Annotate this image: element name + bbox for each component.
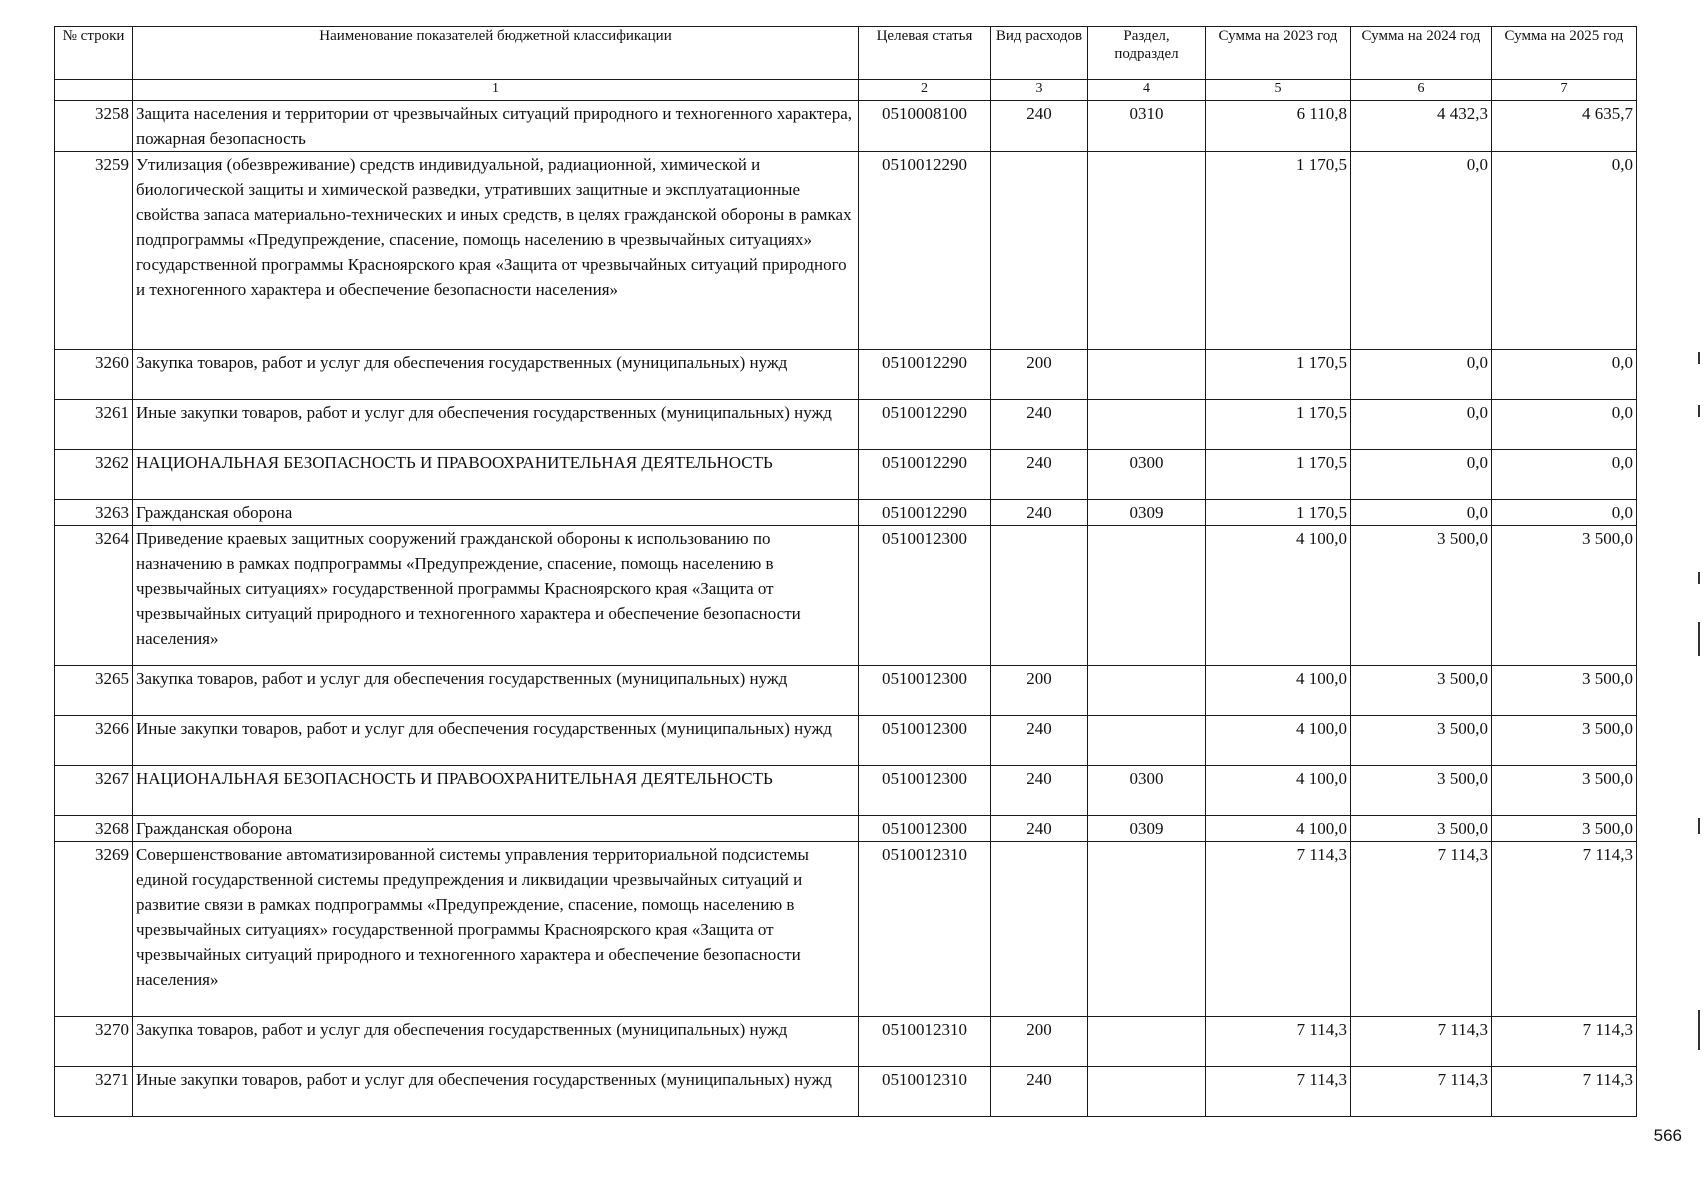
- sum-2023-cell: 6 110,8: [1206, 101, 1351, 152]
- row-number-cell: 3261: [55, 400, 133, 450]
- sum-2024-cell: 7 114,3: [1351, 1067, 1492, 1117]
- table-row: [55, 400, 1637, 450]
- column-number: 2: [859, 80, 991, 101]
- column-number: 7: [1492, 80, 1637, 101]
- name-cell: Совершенствование автоматизированной системы управления территориальной подсистемы единой государственной системы предупреждения и ликвидации чрезвычайных ситуаций и развитие связи в рамках подпрограммы «Предупреждение, спасение, помощь населению в чрезвычайных ситуациях» государственной программы Красноярского края «Защита от чрезвычайных ситуаций природного и техногенного характера и обеспечение безопасности населения»: [133, 842, 859, 1017]
- sum-2023-cell: 4 100,0: [1206, 716, 1351, 766]
- table-row: [55, 842, 1637, 1017]
- sum-2025-cell: 3 500,0: [1492, 716, 1637, 766]
- table-body: [55, 101, 1637, 1117]
- row-number-cell: 3269: [55, 842, 133, 1017]
- row-number-cell: 3265: [55, 666, 133, 716]
- sum-2024-cell: 7 114,3: [1351, 1017, 1492, 1067]
- name-cell: Гражданская оборона: [133, 816, 859, 842]
- expense-type-cell: [991, 526, 1088, 666]
- table-row: [55, 1017, 1637, 1067]
- sum-2025-cell: 0,0: [1492, 400, 1637, 450]
- target-article-cell: 0510012290: [859, 400, 991, 450]
- table-row: [55, 816, 1637, 842]
- table-row: [55, 1067, 1637, 1117]
- target-article-cell: 0510012290: [859, 152, 991, 350]
- name-cell: НАЦИОНАЛЬНАЯ БЕЗОПАСНОСТЬ И ПРАВООХРАНИТЕЛЬНАЯ ДЕЯТЕЛЬНОСТЬ: [133, 766, 859, 816]
- target-article-cell: 0510012310: [859, 1017, 991, 1067]
- column-number: 5: [1206, 80, 1351, 101]
- sum-2024-cell: 3 500,0: [1351, 526, 1492, 666]
- table-row: [55, 766, 1637, 816]
- sum-2023-cell: 7 114,3: [1206, 1017, 1351, 1067]
- sum-2023-cell: 4 100,0: [1206, 766, 1351, 816]
- section-cell: 0300: [1088, 766, 1206, 816]
- sum-2024-cell: 0,0: [1351, 500, 1492, 526]
- target-article-cell: 0510012300: [859, 816, 991, 842]
- sum-2025-cell: 0,0: [1492, 500, 1637, 526]
- budget-table: [54, 26, 1637, 1117]
- row-number-cell: 3259: [55, 152, 133, 350]
- sum-2023-cell: 4 100,0: [1206, 666, 1351, 716]
- target-article-cell: 0510012300: [859, 716, 991, 766]
- row-number-cell: 3271: [55, 1067, 133, 1117]
- scan-edge-mark: [1698, 405, 1700, 417]
- name-cell: Иные закупки товаров, работ и услуг для обеспечения государственных (муниципальных) нужд: [133, 1067, 859, 1117]
- sum-2024-cell: 0,0: [1351, 152, 1492, 350]
- target-article-cell: 0510012290: [859, 500, 991, 526]
- expense-type-cell: [991, 152, 1088, 350]
- expense-type-cell: 240: [991, 716, 1088, 766]
- expense-type-cell: 240: [991, 450, 1088, 500]
- sum-2024-cell: 0,0: [1351, 400, 1492, 450]
- header-razdel: Раздел, подраздел: [1088, 27, 1206, 80]
- column-number: 1: [133, 80, 859, 101]
- sum-2025-cell: 0,0: [1492, 152, 1637, 350]
- sum-2023-cell: 1 170,5: [1206, 350, 1351, 400]
- sum-2025-cell: 7 114,3: [1492, 1067, 1637, 1117]
- section-cell: [1088, 152, 1206, 350]
- table-row: [55, 500, 1637, 526]
- sum-2025-cell: 3 500,0: [1492, 766, 1637, 816]
- section-cell: [1088, 842, 1206, 1017]
- name-cell: Закупка товаров, работ и услуг для обеспечения государственных (муниципальных) нужд: [133, 666, 859, 716]
- sum-2024-cell: 3 500,0: [1351, 716, 1492, 766]
- row-number-cell: 3262: [55, 450, 133, 500]
- expense-type-cell: 200: [991, 666, 1088, 716]
- target-article-cell: 0510012310: [859, 1067, 991, 1117]
- row-number-cell: 3267: [55, 766, 133, 816]
- header-row-no: № строки: [55, 27, 133, 80]
- target-article-cell: 0510012300: [859, 526, 991, 666]
- table-row: [55, 350, 1637, 400]
- target-article-cell: 0510012310: [859, 842, 991, 1017]
- row-number-cell: 3270: [55, 1017, 133, 1067]
- expense-type-cell: 240: [991, 500, 1088, 526]
- sum-2024-cell: 3 500,0: [1351, 816, 1492, 842]
- header-sum-2024: Сумма на 2024 год: [1351, 27, 1492, 80]
- sum-2023-cell: 7 114,3: [1206, 1067, 1351, 1117]
- sum-2023-cell: 1 170,5: [1206, 500, 1351, 526]
- sum-2023-cell: 1 170,5: [1206, 400, 1351, 450]
- sum-2024-cell: 0,0: [1351, 450, 1492, 500]
- row-number-cell: 3268: [55, 816, 133, 842]
- name-cell: Утилизация (обезвреживание) средств индивидуальной, радиационной, химической и биологической защиты и химической разведки, утративших защитные и эксплуатационные свойства запаса материально-технических и иных средств, в целях гражданской обороны в рамках подпрограммы «Предупреждение, спасение, помощь населению в чрезвычайных ситуациях» государственной программы Красноярского края «Защита от чрезвычайных ситуаций природного и техногенного характера и обеспечение безопасности населения»: [133, 152, 859, 350]
- section-cell: 0310: [1088, 101, 1206, 152]
- sum-2024-cell: 4 432,3: [1351, 101, 1492, 152]
- sum-2025-cell: 0,0: [1492, 350, 1637, 400]
- table-header: [55, 27, 1637, 101]
- header-sum-2025: Сумма на 2025 год: [1492, 27, 1637, 80]
- expense-type-cell: 240: [991, 766, 1088, 816]
- expense-type-cell: 240: [991, 400, 1088, 450]
- header-row: [55, 27, 1637, 80]
- sum-2025-cell: 3 500,0: [1492, 816, 1637, 842]
- name-cell: Приведение краевых защитных сооружений гражданской обороны к использованию по назначению в рамках подпрограммы «Предупреждение, спасение, помощь населению в чрезвычайных ситуациях» государственной программы Красноярского края «Защита от чрезвычайных ситуаций природного и техногенного характера и обеспечение безопасности населения»: [133, 526, 859, 666]
- sum-2025-cell: 3 500,0: [1492, 666, 1637, 716]
- expense-type-cell: 240: [991, 101, 1088, 152]
- section-cell: [1088, 1017, 1206, 1067]
- section-cell: [1088, 716, 1206, 766]
- column-number: [55, 80, 133, 101]
- expense-type-cell: 200: [991, 1017, 1088, 1067]
- section-cell: [1088, 400, 1206, 450]
- row-number-cell: 3260: [55, 350, 133, 400]
- section-cell: [1088, 350, 1206, 400]
- sum-2025-cell: 7 114,3: [1492, 842, 1637, 1017]
- section-cell: [1088, 526, 1206, 666]
- header-vid: Вид расходов: [991, 27, 1088, 80]
- sum-2025-cell: 4 635,7: [1492, 101, 1637, 152]
- column-number: 4: [1088, 80, 1206, 101]
- name-cell: НАЦИОНАЛЬНАЯ БЕЗОПАСНОСТЬ И ПРАВООХРАНИТЕЛЬНАЯ ДЕЯТЕЛЬНОСТЬ: [133, 450, 859, 500]
- name-cell: Гражданская оборона: [133, 500, 859, 526]
- column-number: 3: [991, 80, 1088, 101]
- table-row: [55, 101, 1637, 152]
- sum-2023-cell: 1 170,5: [1206, 450, 1351, 500]
- table-row: [55, 152, 1637, 350]
- expense-type-cell: 200: [991, 350, 1088, 400]
- header-name: Наименование показателей бюджетной классификации: [133, 27, 859, 80]
- expense-type-cell: 240: [991, 816, 1088, 842]
- table-row: [55, 526, 1637, 666]
- section-cell: 0309: [1088, 500, 1206, 526]
- name-cell: Закупка товаров, работ и услуг для обеспечения государственных (муниципальных) нужд: [133, 350, 859, 400]
- name-cell: Иные закупки товаров, работ и услуг для обеспечения государственных (муниципальных) нужд: [133, 400, 859, 450]
- expense-type-cell: 240: [991, 1067, 1088, 1117]
- header-code: Целевая статья: [859, 27, 991, 80]
- section-cell: [1088, 666, 1206, 716]
- sum-2025-cell: 7 114,3: [1492, 1017, 1637, 1067]
- sum-2024-cell: 0,0: [1351, 350, 1492, 400]
- row-number-cell: 3258: [55, 101, 133, 152]
- sum-2023-cell: 4 100,0: [1206, 526, 1351, 666]
- column-number-row: [55, 80, 1637, 101]
- target-article-cell: 0510008100: [859, 101, 991, 152]
- table-row: [55, 716, 1637, 766]
- section-cell: [1088, 1067, 1206, 1117]
- sum-2024-cell: 3 500,0: [1351, 766, 1492, 816]
- budget-document: [54, 26, 1636, 1117]
- target-article-cell: 0510012290: [859, 350, 991, 400]
- scan-edge-mark: [1698, 622, 1700, 656]
- target-article-cell: 0510012300: [859, 766, 991, 816]
- section-cell: 0300: [1088, 450, 1206, 500]
- row-number-cell: 3266: [55, 716, 133, 766]
- scan-edge-mark: [1698, 352, 1700, 364]
- sum-2023-cell: 1 170,5: [1206, 152, 1351, 350]
- row-number-cell: 3263: [55, 500, 133, 526]
- name-cell: Закупка товаров, работ и услуг для обеспечения государственных (муниципальных) нужд: [133, 1017, 859, 1067]
- sum-2025-cell: 3 500,0: [1492, 526, 1637, 666]
- sum-2024-cell: 7 114,3: [1351, 842, 1492, 1017]
- target-article-cell: 0510012300: [859, 666, 991, 716]
- scan-edge-mark: [1698, 818, 1700, 834]
- scan-edge-mark: [1698, 1010, 1700, 1050]
- sum-2023-cell: 4 100,0: [1206, 816, 1351, 842]
- sum-2025-cell: 0,0: [1492, 450, 1637, 500]
- page-number: 566: [1653, 1126, 1682, 1145]
- column-number: 6: [1351, 80, 1492, 101]
- section-cell: 0309: [1088, 816, 1206, 842]
- expense-type-cell: [991, 842, 1088, 1017]
- table-row: [55, 450, 1637, 500]
- name-cell: Защита населения и территории от чрезвычайных ситуаций природного и техногенного характера, пожарная безопасность: [133, 101, 859, 152]
- header-sum-2023: Сумма на 2023 год: [1206, 27, 1351, 80]
- sum-2023-cell: 7 114,3: [1206, 842, 1351, 1017]
- name-cell: Иные закупки товаров, работ и услуг для обеспечения государственных (муниципальных) нужд: [133, 716, 859, 766]
- scan-edge-mark: [1698, 572, 1700, 584]
- target-article-cell: 0510012290: [859, 450, 991, 500]
- row-number-cell: 3264: [55, 526, 133, 666]
- sum-2024-cell: 3 500,0: [1351, 666, 1492, 716]
- table-row: [55, 666, 1637, 716]
